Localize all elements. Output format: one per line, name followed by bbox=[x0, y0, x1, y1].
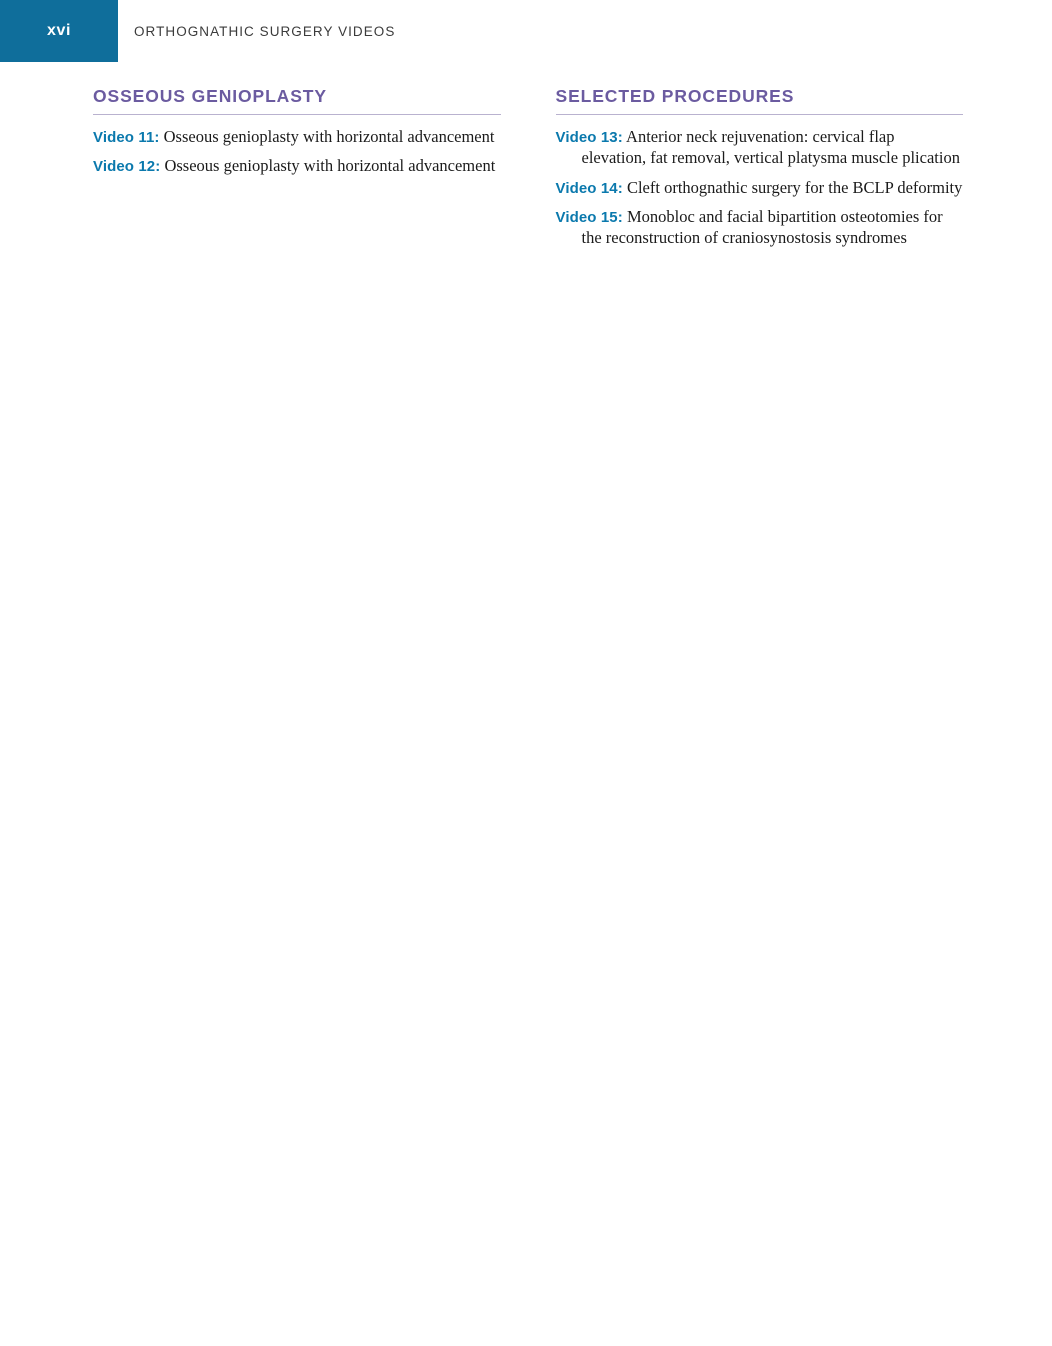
video-description: Anterior neck rejuvenation: cervical flap elevation, fat removal, vertical platysma muscle plication bbox=[581, 127, 960, 168]
video-description: Monobloc and facial bipartition osteotomies for the reconstruction of craniosynostosis syndromes bbox=[581, 206, 943, 248]
section-title: OSSEOUS GENIOPLASTY bbox=[93, 86, 327, 106]
running-head: ORTHOGNATHIC SURGERY VIDEOS bbox=[134, 23, 396, 39]
video-label: Video 15: bbox=[555, 208, 623, 226]
list-item[interactable] bbox=[556, 126, 964, 169]
list-item[interactable] bbox=[556, 206, 964, 249]
section-divider bbox=[93, 114, 501, 115]
video-list bbox=[556, 126, 964, 249]
list-item[interactable] bbox=[93, 126, 501, 147]
section-title: SELECTED PROCEDURES bbox=[555, 86, 795, 106]
column-osseous-genioplasty bbox=[93, 86, 501, 257]
folio-block bbox=[0, 0, 118, 62]
video-list bbox=[93, 126, 501, 177]
video-label: Video 12: bbox=[93, 158, 161, 176]
video-description: Osseous genioplasty with horizontal advancement bbox=[159, 127, 495, 146]
video-description: Cleft orthognathic surgery for the BCLP deformity bbox=[622, 177, 963, 197]
list-item[interactable] bbox=[556, 177, 964, 198]
video-label: Video 13: bbox=[555, 129, 623, 146]
section-divider bbox=[556, 114, 964, 115]
content-columns bbox=[93, 86, 963, 257]
list-item[interactable] bbox=[93, 155, 501, 176]
video-label: Video 14: bbox=[555, 179, 623, 197]
column-selected-procedures bbox=[556, 86, 964, 257]
folio-number: xvi bbox=[46, 22, 72, 39]
video-description: Osseous genioplasty with horizontal advancement bbox=[160, 156, 496, 176]
page-header bbox=[0, 0, 1052, 62]
video-label: Video 11: bbox=[93, 129, 160, 146]
